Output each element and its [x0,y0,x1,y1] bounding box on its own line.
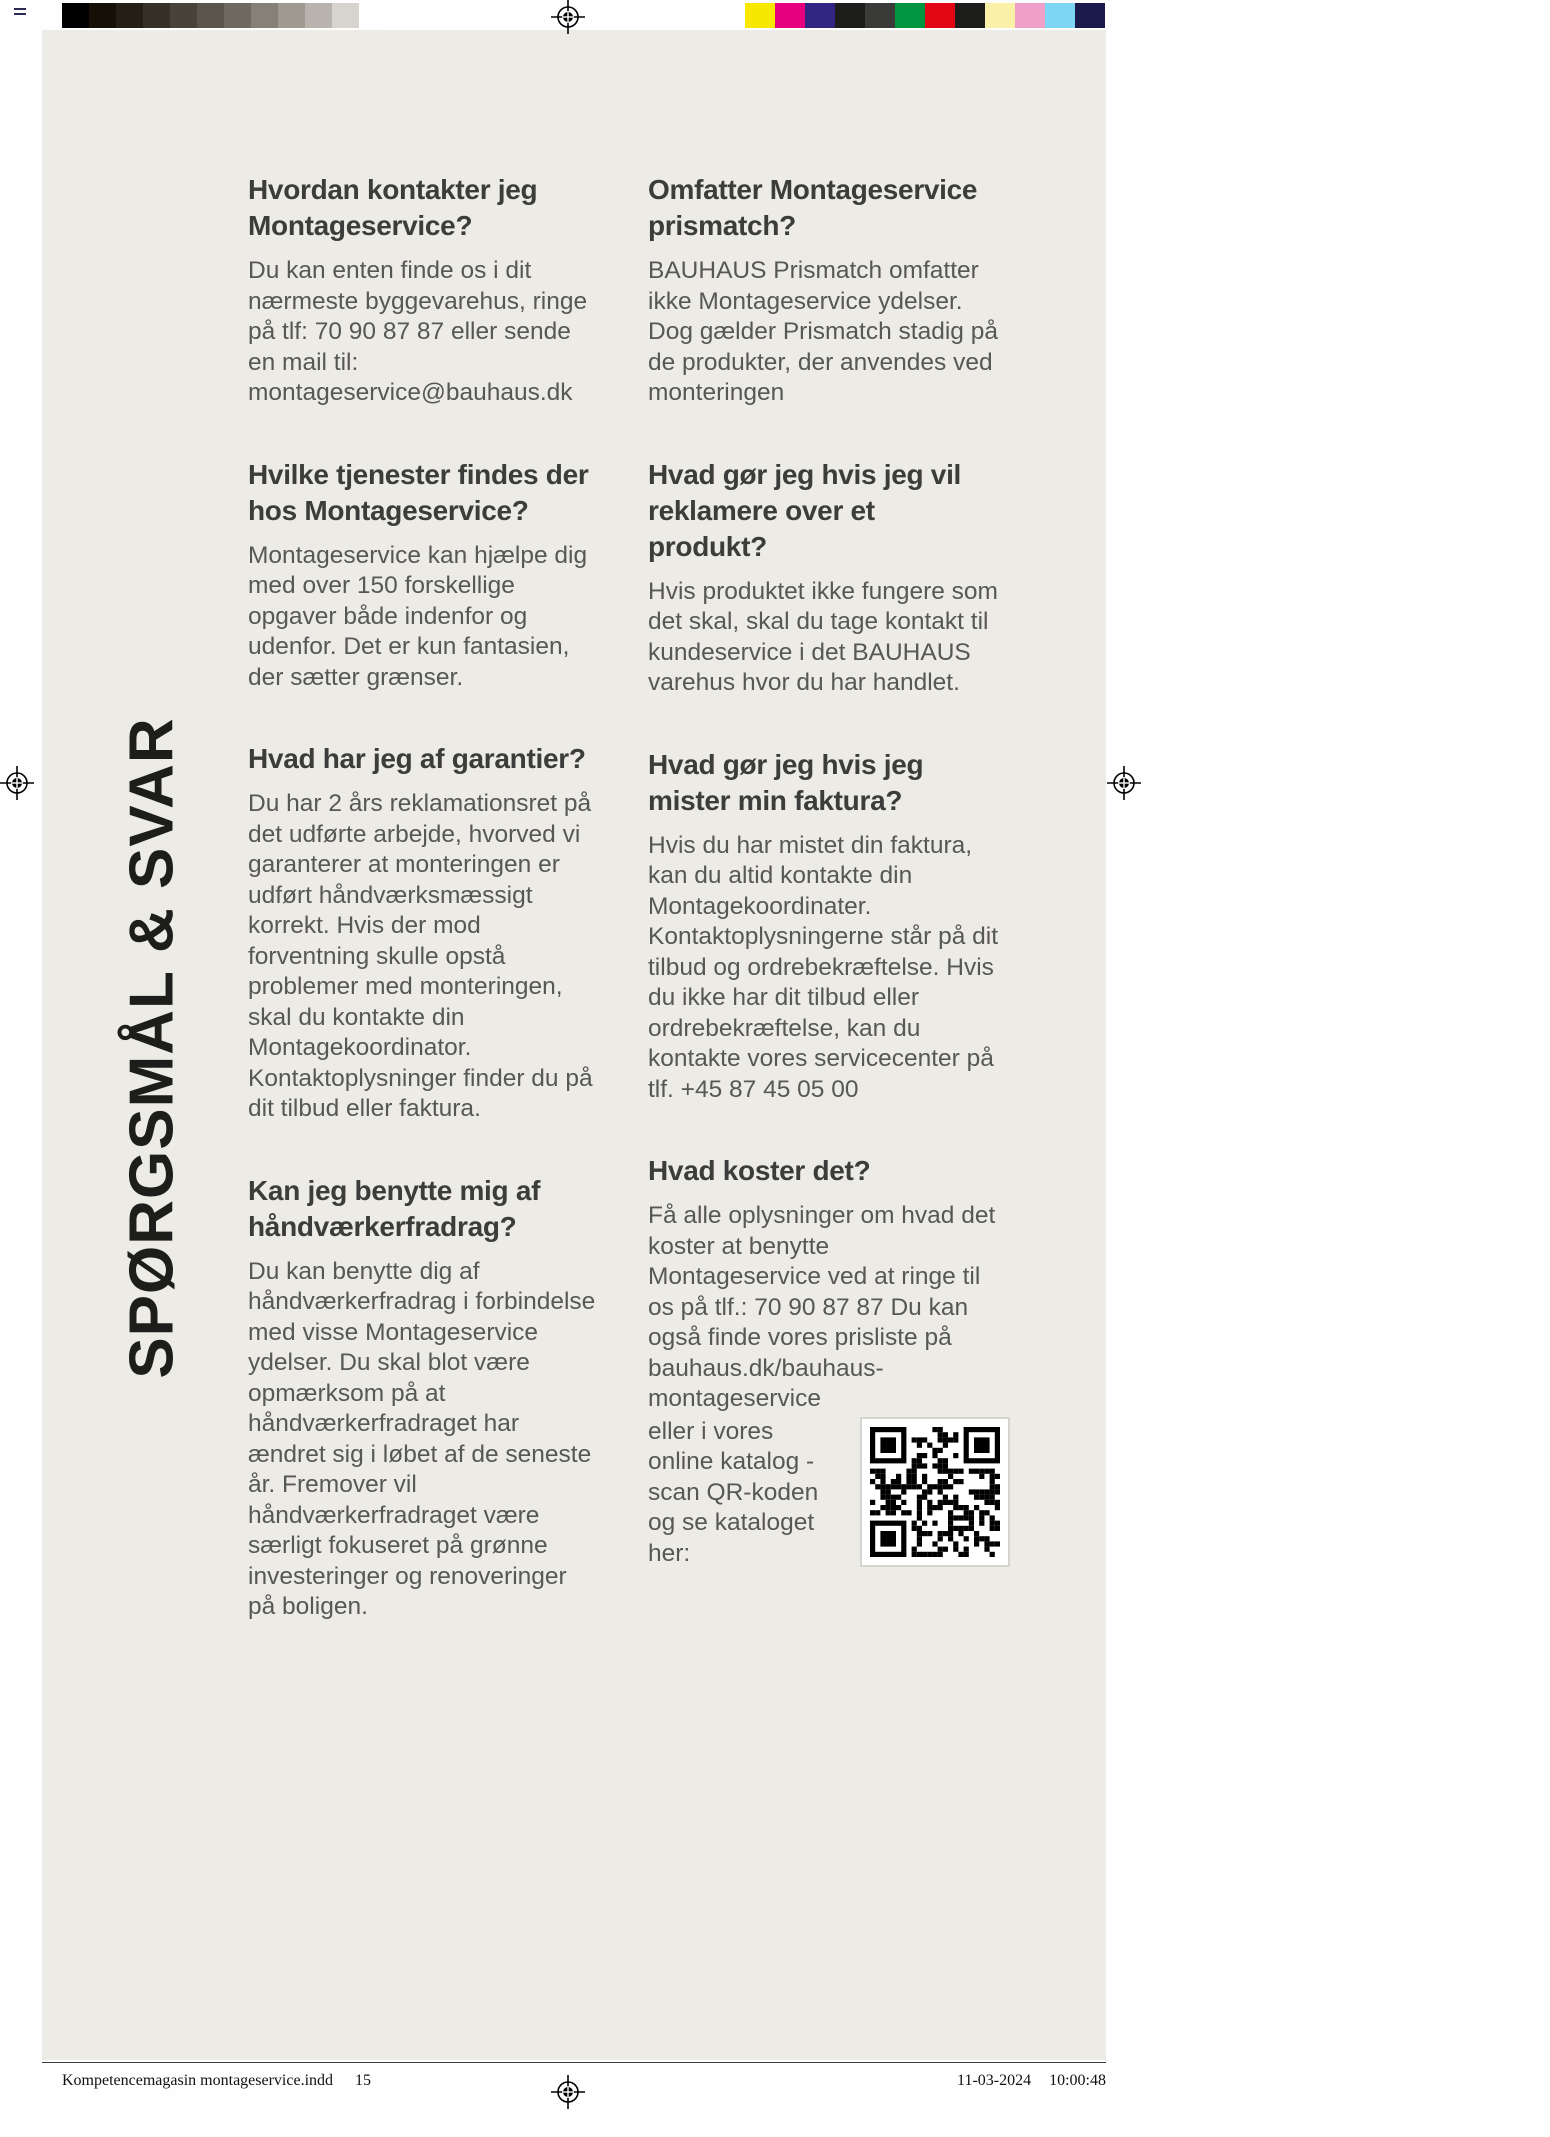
calibration-swatch [89,3,116,28]
footer-filename: Kompetencemagasin montageservice.indd 15 [62,2072,372,2089]
calibration-swatch [745,3,775,28]
calibration-swatch [62,3,89,28]
faq-answer: Få alle oplysninger om hvad det koster at benytte Montageservice ved at ringe til os på tlf.: 70 90 87 87 Du kan også finde vores prisliste på bauhaus.dk/bauhaus-montageservice [648,1202,996,1412]
footer [42,2072,1106,2090]
faq-item [248,172,600,409]
calibration-swatch [1015,3,1045,28]
faq-answer: Du har 2 års reklamationsret på det udførte arbejde, hvorved vi garanterer at monteringen er udført håndværksmæssigt korrekt. Hvis der mod forventning skulle opstå problemer med monteringen, skal du kontakte din Montagekoordinator. Kontaktoplysninger finder du på dit tilbud eller faktura. [248,790,593,1122]
calibration-swatch [170,3,197,28]
color-calibration-bar [745,3,1105,28]
faq-question: Kan jeg benytte mig af håndværkerfradrag? [248,1174,541,1242]
faq-answer: Hvis du har mistet din faktura, kan du altid kontakte din Montagekoordinater. Kontaktoplysningerne står på dit tilbud og ordrebekræftelse. Hvis du ikke har dit tilbud eller ordrebekræftelse, kan du kontakte vores servicecenter på tlf. +45 87 45 05 00 [648,831,999,1103]
calibration-swatch [925,3,955,28]
calibration-swatch [895,3,925,28]
calibration-swatch [197,3,224,28]
calibration-swatch [1075,3,1105,28]
calibration-swatch [985,3,1015,28]
faq-column-left [248,172,600,1671]
faq-answer: Du kan enten finde os i dit nærmeste byggevarehus, ringe på tlf: 70 90 87 87 eller sende en mail til: montageservice@bauhaus.dk [248,257,588,406]
qr-code [860,1417,1010,1567]
faq-item [648,457,1000,699]
faq-answer: Du kan benytte dig af håndværkerfradrag i forbindelse med visse Montageservice ydelser. Du skal blot være opmærksom på at håndværkerfradraget har ændret sig i løbet af de seneste år. Fremover vil håndværkerfradraget være særligt fokuseret på grønne investeringer og renoveringer på boligen. [248,1257,596,1620]
calibration-swatch [359,3,386,28]
calibration-swatch [865,3,895,28]
faq-question: Hvad koster det? [648,1155,871,1186]
calibration-swatch [835,3,865,28]
footer-divider [42,2062,1106,2063]
faq-item [248,1173,600,1623]
qr-section [648,1417,1000,1570]
qr-code-svg [870,1427,1000,1557]
registration-mark-icon [0,766,34,800]
faq-question: Omfatter Montageservice prismatch? [648,174,978,241]
faq-question: Hvad har jeg af garantier? [248,743,586,774]
faq-answer: BAUHAUS Prismatch omfatter ikke Montageservice ydelser. Dog gælder Prismatch stadig på de produkter, der anvendes ved monteringen [648,257,998,406]
calibration-swatch [305,3,332,28]
faq-answer: Hvis produktet ikke fungere som det skal, skal du tage kontakt til kundeservice i det BAUHAUS varehus hvor du har handlet. [648,577,998,696]
calibration-swatch [251,3,278,28]
faq-item [648,1153,1000,1569]
calibration-swatch [775,3,805,28]
calibration-swatch [116,3,143,28]
faq-question: Hvilke tjenester findes der hos Montageservice? [248,458,589,526]
faq-item [648,747,1000,1106]
calibration-swatch [1045,3,1075,28]
faq-question: Hvad gør jeg hvis jeg vil reklamere over et produkt? [648,458,962,562]
faq-answer: eller i vores online katalog - scan QR-koden og se kataloget her: [648,1417,819,1567]
calibration-swatch [332,3,359,28]
registration-mark-icon [1107,766,1141,800]
faq-question: Hvad gør jeg hvis jeg mister min faktura? [648,748,924,816]
calibration-swatch [278,3,305,28]
calibration-swatch [143,3,170,28]
footer-timestamp: 11-03-2024 10:00:48 [957,2072,1106,2089]
calibration-swatch [805,3,835,28]
footer-page-number: 15 [355,2072,372,2089]
faq-item [248,741,600,1125]
grayscale-calibration-bar [62,3,386,28]
faq-item [248,457,600,694]
faq-question: Hvordan kontakter jeg Montageservice? [248,174,538,241]
faq-item [648,172,1000,409]
calibration-swatch [955,3,985,28]
faq-answer: Montageservice kan hjælpe dig med over 150 forskellige opgaver både indenfor og udenfor. Det er kun fantasien, der sætter grænser. [248,541,588,691]
faq-column-right [648,172,1000,1617]
registration-mark-icon [551,0,585,34]
calibration-swatch [224,3,251,28]
corner-fold-mark [14,8,26,18]
page-title: SPØRGSMÅL & SVAR [117,717,187,1379]
